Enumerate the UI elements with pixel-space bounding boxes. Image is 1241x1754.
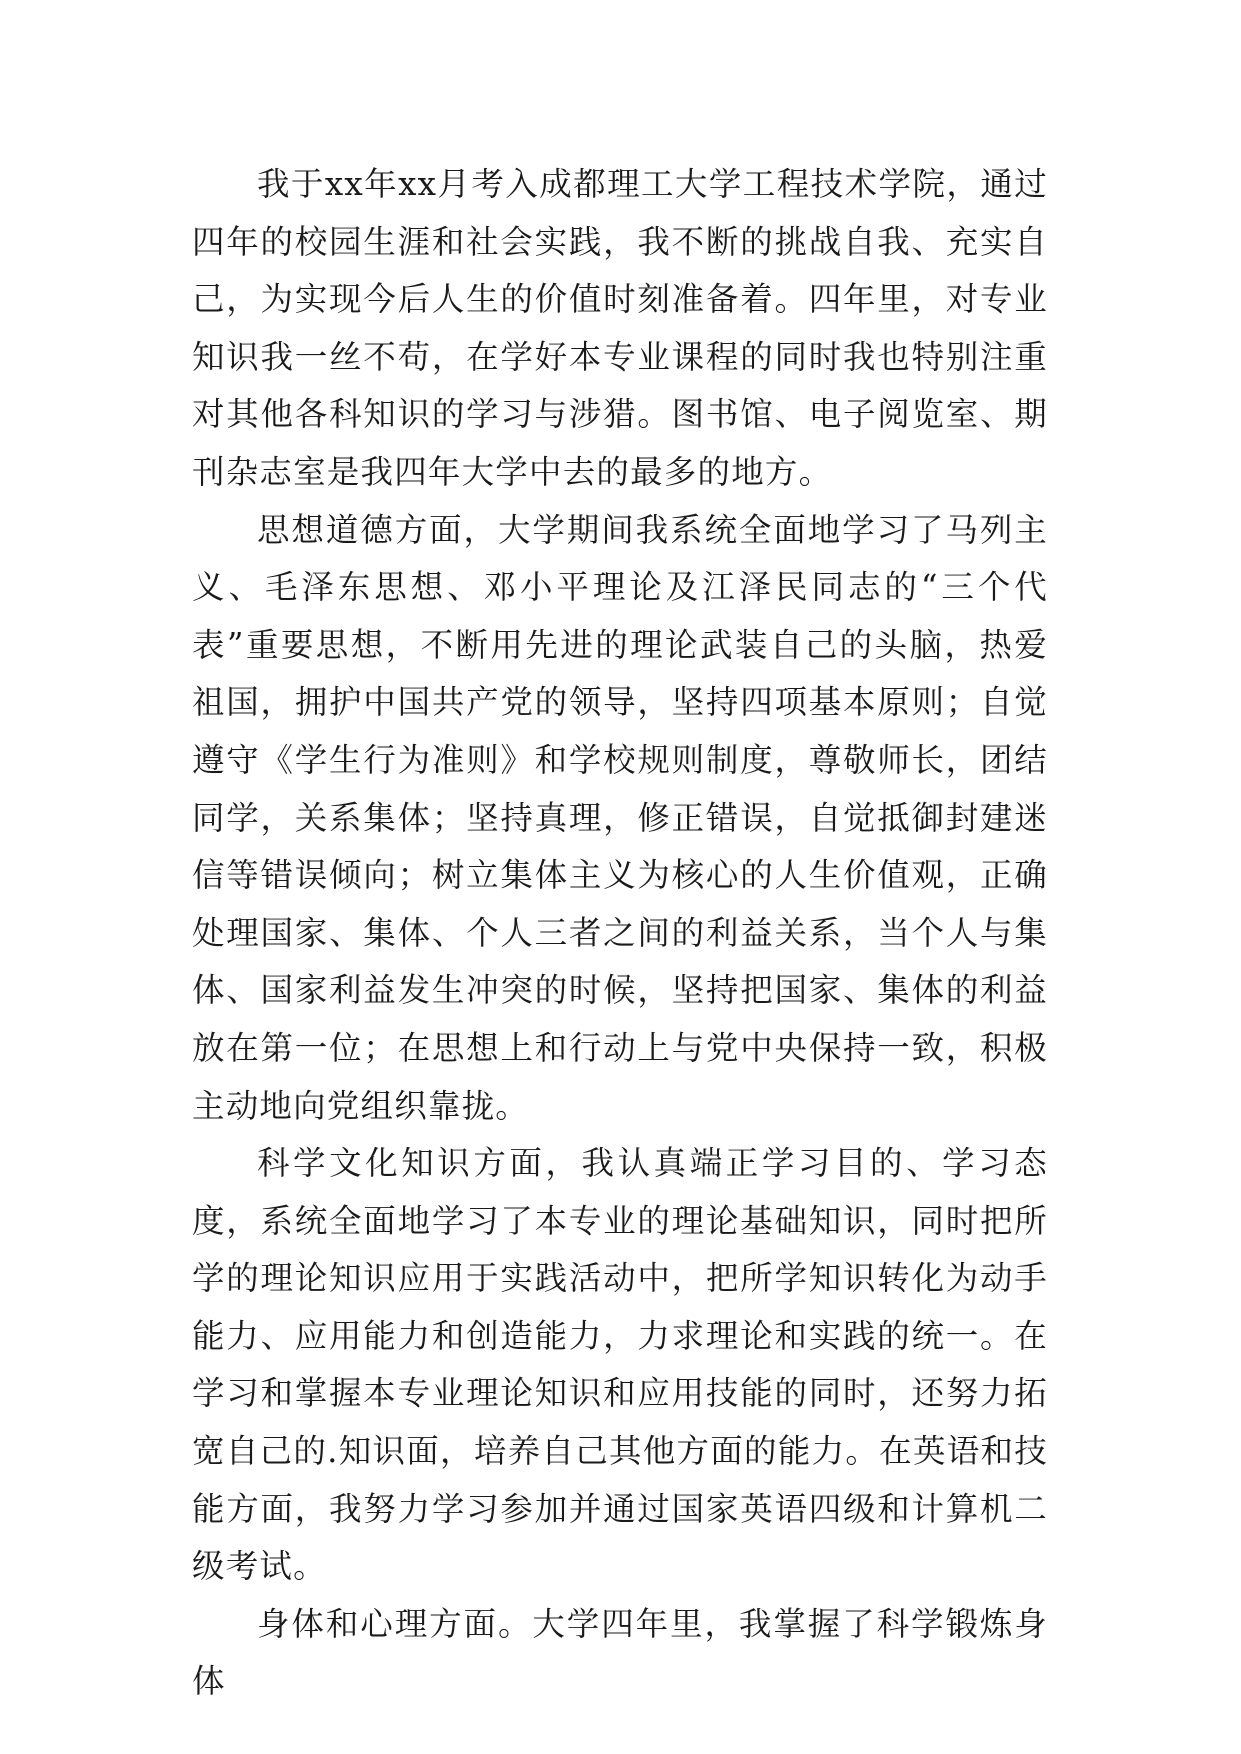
paragraph-intro: 我于xx年xx月考入成都理工大学工程技术学院，通过四年的校园生涯和社会实践，我不断的挑战自我、充实自己，为实现今后人生的价值时刻准备着。四年里，对专业知识我一丝不苟，在学好本专业课程的同时我也特别注重对其他各科知识的学习与涉猎。图书馆、电子阅览室、期刊杂志室是我四年大学中去的最多的地方。 bbox=[192, 165, 1048, 491]
paragraph-ideology-morality: 思想道德方面，大学期间我系统全面地学习了马列主义、毛泽东思想、邓小平理论及江泽民同志的“三个代表”重要思想，不断用先进的理论武装自己的头脑，热爱祖国，拥护中国共产党的领导，坚持四项基本原则；自觉遵守《学生行为准则》和学校规则制度，尊敬师长，团结同学，关系集体；坚持真理，修正错误，自觉抵御封建迷信等错误倾向；树立集体主义为核心的人生价值观，正确处理国家、集体、个人三者之间的利益关系，当个人与集体、国家利益发生冲突的时候，坚持把国家、集体的利益放在第一位；在思想上和行动上与党中央保持一致，积极主动地向党组织靠拢。 bbox=[192, 510, 1048, 1125]
document-body bbox=[192, 156, 1048, 1711]
paragraph-scientific-knowledge: 科学文化知识方面，我认真端正学习目的、学习态度，系统全面地学习了本专业的理论基础知识，同时把所学的理论知识应用于实践活动中，把所学知识转化为动手能力、应用能力和创造能力，力求理论和实践的统一。在学习和掌握本专业理论知识和应用技能的同时，还努力拓宽自己的.知识面，培养自己其他方面的能力。在英语和技能方面，我努力学习参加并通过国家英语四级和计算机二级考试。 bbox=[192, 1144, 1048, 1586]
paragraph-body-mind: 身体和心理方面。大学四年里，我掌握了科学锻炼身体 bbox=[192, 1604, 1048, 1701]
